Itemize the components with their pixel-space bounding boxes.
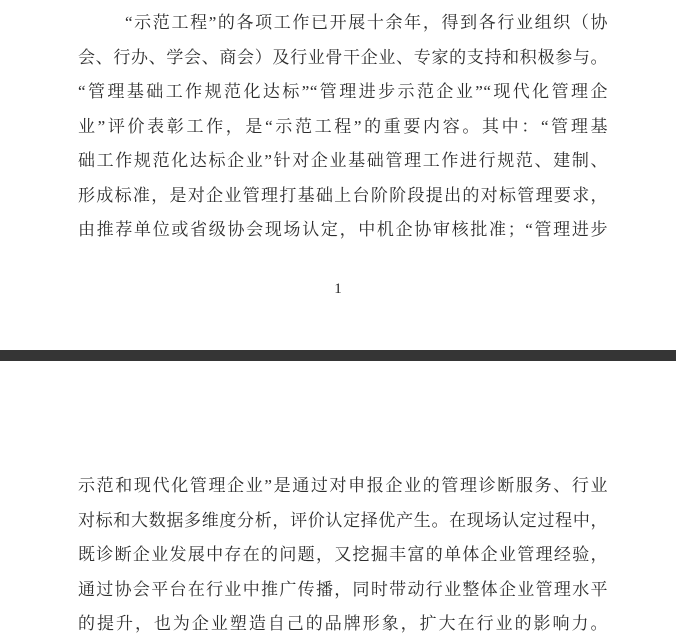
- page-2[interactable]: [0, 361, 676, 638]
- text-line: 通过协会平台在行业中推广传播，同时带动行业整体企业管理水平: [78, 579, 608, 599]
- text-line: 形成标准，是对企业管理打基础上台阶阶段提出的对标管理要求，: [78, 185, 608, 205]
- text-line: 对标和大数据多维度分析，评价认定择优产生。在现场认定过程中，: [78, 510, 608, 530]
- text-line: 础工作规范化达标企业”针对企业基础管理工作进行规范、建制、: [78, 151, 608, 170]
- text-line: 由推荐单位或省级协会现场认定，中机企协审核批准；“管理进步: [78, 220, 608, 239]
- text-line: 示范和现代化管理企业”是通过对申报企业的管理诊断服务、行业: [78, 476, 608, 495]
- page-1-paragraph: [78, 6, 608, 248]
- page-2-paragraph: [78, 469, 608, 638]
- text-line: “示范工程”的各项工作已开展十余年，得到各行业组织（协: [125, 13, 608, 32]
- text-line: “管理基础工作规范化达标”“管理进步示范企业”“现代化管理企: [78, 82, 608, 101]
- page-number: 1: [334, 281, 342, 297]
- page-break-separator: [0, 350, 676, 361]
- text-line: 业”评价表彰工作，是“示范工程”的重要内容。其中：“管理基: [78, 116, 608, 136]
- text-line: 既诊断企业发展中存在的问题，又挖掘丰富的单体企业管理经验，: [78, 545, 608, 564]
- text-line: 的提升，也为企业塑造自己的品牌形象，扩大在行业的影响力。: [78, 614, 608, 633]
- text-line: 会、行办、学会、商会）及行业骨干企业、专家的支持和积极参与。: [78, 47, 608, 67]
